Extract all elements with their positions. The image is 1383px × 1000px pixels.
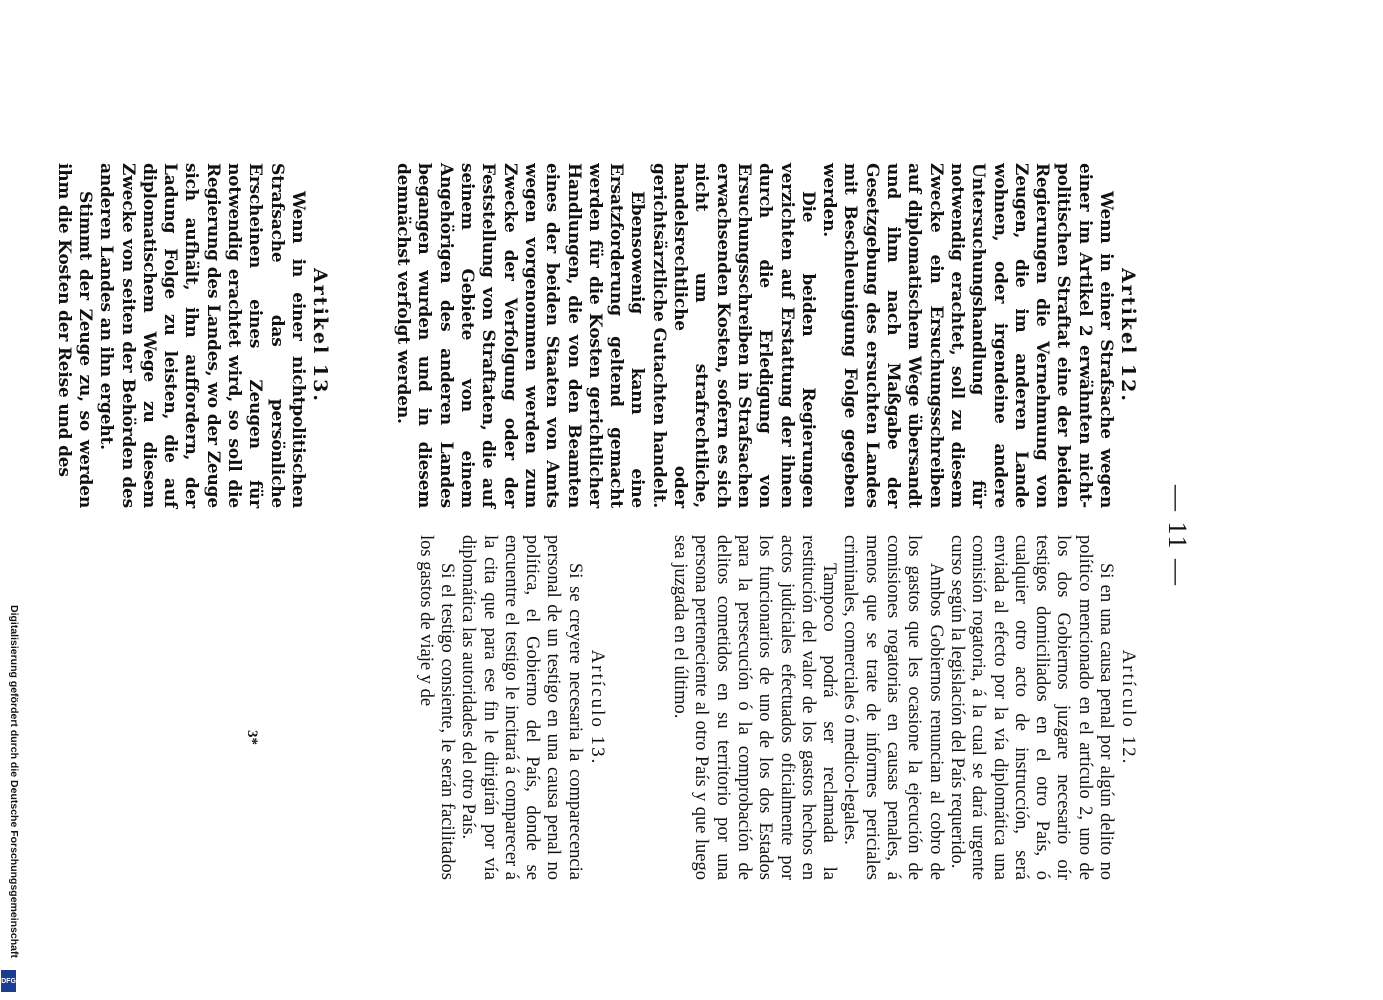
signature-mark: 3* — [244, 730, 260, 745]
spanish-heading-article-13: Artículo 13. — [586, 649, 608, 766]
dfg-logo: DFG — [1, 970, 16, 992]
spanish-paragraph: Si el testigo consiente, le serán facilitados los gastos de viaje y de — [415, 535, 457, 880]
spanish-paragraph: Tampoco podrá ser reclamada la restitución del valor de los gastos hechos en actos judiciales efectuados oficialmente por los funcionarios de uno de los dos Estados para la persecución ó la comprobación de delitos cometidos en su territorio por una persona perteneciente al otro País y que luego sea juzgada en el último. — [670, 535, 840, 880]
german-heading-article-12: Artikel 12. — [1117, 268, 1139, 403]
german-heading-article-13: Artikel 13. — [308, 268, 331, 403]
spanish-heading-article-12: Artículo 12. — [1118, 649, 1139, 766]
rotated-page — [53, 0, 1200, 1000]
german-column — [52, 163, 1140, 508]
spanish-paragraph: Si en una causa penal por algún delito no político mencionado en el artículo 2, uno de los dos Gobiernos juzgare necesario oír testigos domiciliados en el otro País, ó cualquier otro acto de instrucción, será enviada al efecto por la vía diplomática una comisión rogatoria, á la cual se dará urgente curso según la legislación del País requerido. — [946, 535, 1116, 880]
spanish-column — [414, 535, 1140, 880]
page-number: — 11 — — [1163, 485, 1192, 588]
spanish-paragraph: Si se creyere necesaria la comparecencia personal de un testigo en una causa penal no política, el Gobierno del País, donde se encuentre el testigo le incitará á comparecer á la cita que para ese fin le dirigirán por vía diplomática las autoridades del otro País. — [458, 535, 585, 880]
german-paragraph: Wenn in einer nichtpolitischen Strafsache das persönliche Erscheinen eines Zeugen für notwendig erachtet wird, so soll die Regierung des Landes, wo der Zeuge sich aufhält, ihn auffordern, der Ladung Folge zu leisten, die auf diplomatischem Wege zu diesem Zwecke von seiten der Behörden des anderen Landes an ihn ergeht. — [96, 163, 308, 508]
funding-note: Digitalisierung gefördert durch die Deutsche Forschungsgemeinschaft — [8, 605, 20, 958]
spanish-paragraph: Ambos Gobiernos renuncian al cobro de los gastos que les ocasione la ejecución de comisiones rogatorias en causas penales, á menos que se trate de informes periciales criminales, comerciales ó medico-legales. — [840, 535, 946, 880]
german-paragraph: Ebensowenig kann eine Ersatzforderung geltend gemacht werden für die Kosten gerichtlicher Handlungen, die von den Beamten eines der beiden Staaten von Amts wegen vorgenommen werden zum Zwecke der Verfolgung oder der Feststellung von Straftaten, die auf seinem Gebiete von einem Angehörigen des anderen Landes begangen wurden und in diesem demnächst verfolgt werden. — [393, 163, 648, 508]
digitization-sidebar — [0, 0, 24, 1000]
german-paragraph: Stimmt der Zeuge zu, so werden ihm die Kosten der Reise und des — [53, 163, 95, 508]
german-paragraph: Wenn in einer Strafsache wegen einer im Artikel 2 erwähnten nicht-politischen Straftat eine der beiden Regierungen die Vernehmung von Zeugen, die im anderen Lande wohnen, oder irgendeine andere Untersuchungshandlung für notwendig erachtet, soll zu diesem Zwecke ein Ersuchungsschreiben auf diplomatischem Wege übersandt und ihm nach Maßgabe der Gesetzgebung des ersuchten Landes mit Beschleunigung Folge gegeben werden. — [819, 163, 1116, 508]
german-paragraph: Die beiden Regierungen verzichten auf Erstattung der ihnen durch die Erledigung von Ersuchungsschreiben in Strafsachen erwachsenden Kosten, sofern es sich nicht um strafrechtliche, handelsrechtliche oder gerichtsärztliche Gutachten handelt. — [648, 163, 818, 508]
